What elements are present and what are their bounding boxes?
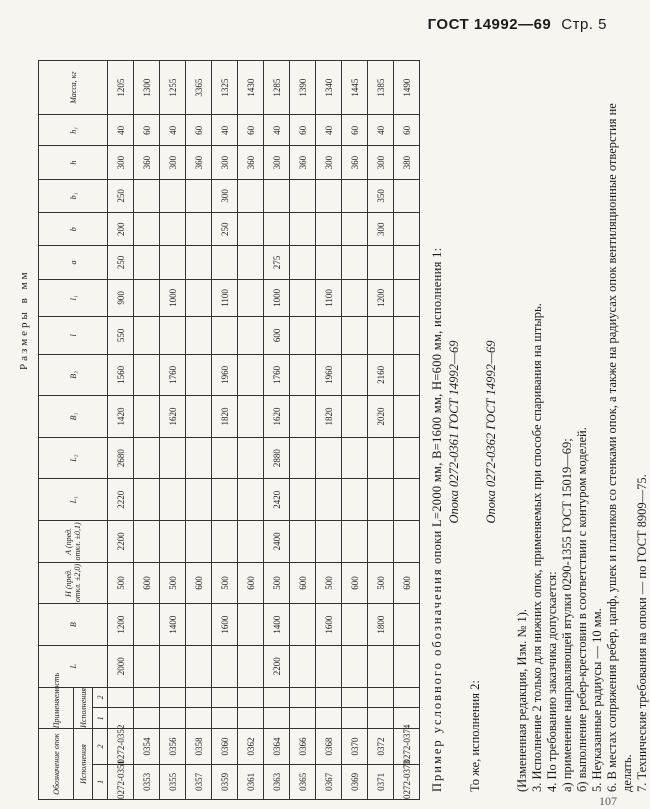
cell-b1 [342, 396, 368, 438]
cell-l [212, 317, 238, 354]
cell-h: 600 [342, 562, 368, 604]
th-h1: h₁ [39, 115, 108, 146]
cell-h: 500 [160, 562, 186, 604]
cell-a1 [238, 708, 264, 729]
cell-h: 600 [238, 562, 264, 604]
cell-b1 [238, 179, 264, 212]
cell-l [186, 317, 212, 354]
cell-a1 [290, 708, 316, 729]
cell-l1 [316, 479, 342, 521]
cell-l [342, 645, 368, 687]
cell-l [186, 645, 212, 687]
cell-a: 2200 [108, 521, 134, 563]
cell-b1 [134, 179, 160, 212]
cell-d1: 0353 [134, 764, 160, 799]
cell-d2: 0272-0374 [394, 729, 420, 764]
cell-d1: 0357 [186, 764, 212, 799]
cell-d2: 0364 [264, 729, 290, 764]
th-B1: B₁ [39, 396, 108, 438]
cell-b: 1400 [264, 604, 290, 646]
cell-b2 [186, 354, 212, 396]
cell-b: 1200 [108, 604, 134, 646]
table-body [108, 61, 420, 800]
cell-b [264, 213, 290, 246]
cell-b1: 350 [368, 179, 394, 212]
cell-b2: 1560 [108, 354, 134, 396]
table-row [394, 61, 420, 800]
cell-d1: 0367 [316, 764, 342, 799]
note-5: 5. Неуказанные радиусы — 10 мм. [590, 608, 604, 792]
cell-h1: 60 [342, 115, 368, 146]
cell-h: 600 [290, 562, 316, 604]
cell-h: 300 [108, 146, 134, 179]
cell-d2: 0272-0352 [108, 729, 134, 764]
th-designation: Обозначение опок [39, 729, 74, 800]
cell-h1: 60 [186, 115, 212, 146]
cell-a [186, 246, 212, 279]
cell-h1: 60 [394, 115, 420, 146]
cell-h: 360 [342, 146, 368, 179]
th-L1: L₁ [39, 479, 108, 521]
cell-b1: 1820 [212, 396, 238, 438]
cell-b [394, 213, 420, 246]
example2-code: Опока 0272-0362 ГОСТ 14992—69 [484, 340, 498, 524]
cell-mass: 1390 [290, 61, 316, 115]
sizes-title: Размеры в мм [18, 269, 30, 370]
th-a2: 2 [93, 687, 108, 708]
cell-a [316, 246, 342, 279]
cell-l2 [342, 437, 368, 479]
cell-h1: 40 [316, 115, 342, 146]
th-a1: 1 [93, 708, 108, 729]
cell-b1 [238, 396, 264, 438]
cell-h1: 60 [134, 115, 160, 146]
note-4a: а) применение направляющей втулки 0290-1355 ГОСТ 15019—69; [560, 438, 574, 792]
cell-a2 [160, 687, 186, 708]
cell-l2 [290, 437, 316, 479]
cell-l1 [212, 479, 238, 521]
cell-b2: 1960 [212, 354, 238, 396]
cell-d2: 0372 [368, 729, 394, 764]
table-row [368, 61, 394, 800]
cell-h: 300 [368, 146, 394, 179]
cell-a1 [342, 708, 368, 729]
cell-a [316, 521, 342, 563]
cell-l1 [238, 479, 264, 521]
cell-l1 [342, 479, 368, 521]
cell-l2 [212, 437, 238, 479]
cell-b2 [342, 354, 368, 396]
cell-b1 [394, 396, 420, 438]
cell-l1 [186, 479, 212, 521]
example-line [430, 72, 445, 792]
cell-l1 [394, 479, 420, 521]
cell-a1 [368, 708, 394, 729]
example-label: Пример условного обозначения [430, 567, 444, 792]
page-header [428, 16, 607, 33]
table-row [160, 61, 186, 800]
th-designation-sub: Исполнения [74, 729, 93, 800]
cell-b [238, 604, 264, 646]
table-row [264, 61, 290, 800]
page-label: Стр. 5 [561, 16, 607, 33]
table-caption-row [10, 60, 38, 800]
th-L: L [39, 645, 108, 687]
table-row [342, 61, 368, 800]
same-label: То же, исполнения 2: [468, 680, 482, 792]
cell-l: 2200 [264, 645, 290, 687]
cell-h1: 40 [160, 115, 186, 146]
cell-b [238, 213, 264, 246]
note-3: 3. Исполнение 2 только для нижних опок, применяемых при способе спаривания на штырь. [530, 303, 544, 792]
cell-a [342, 246, 368, 279]
cell-l: 2000 [108, 645, 134, 687]
cell-d1: 0361 [238, 764, 264, 799]
cell-mass: 1300 [134, 61, 160, 115]
cell-b [342, 604, 368, 646]
cell-a2 [368, 687, 394, 708]
cell-h: 500 [212, 562, 238, 604]
cell-l [160, 317, 186, 354]
cell-b1 [160, 179, 186, 212]
cell-b [134, 604, 160, 646]
cell-l1: 2220 [108, 479, 134, 521]
cell-l [238, 645, 264, 687]
cell-b [290, 604, 316, 646]
cell-l1 [134, 279, 160, 316]
cell-h: 300 [264, 146, 290, 179]
cell-h1: 60 [238, 115, 264, 146]
note-6: 6. В местах сопряжения ребер, цапф, ушек и платиков со стенками опок, а также на радиусах опок вентиляционные отверстия не делать. [605, 103, 634, 792]
note-4: 4. По требованию заказчика допускается: [545, 571, 559, 792]
th-applicability: Применяемость [39, 687, 74, 729]
cell-b [342, 213, 368, 246]
cell-a [134, 246, 160, 279]
cell-h: 300 [212, 146, 238, 179]
cell-l [212, 645, 238, 687]
th-l: l [39, 317, 108, 354]
notes [430, 72, 650, 792]
cell-a2 [108, 687, 134, 708]
cell-mass: 1385 [368, 61, 394, 115]
cell-l1 [290, 279, 316, 316]
cell-a [160, 521, 186, 563]
cell-b1: 2020 [368, 396, 394, 438]
cell-l: 550 [108, 317, 134, 354]
cell-a2 [212, 687, 238, 708]
cell-b2: 1760 [160, 354, 186, 396]
cell-a2 [342, 687, 368, 708]
cell-a: 250 [108, 246, 134, 279]
cell-a: 275 [264, 246, 290, 279]
cell-h: 360 [290, 146, 316, 179]
cell-mass: 1205 [108, 61, 134, 115]
cell-l2 [368, 437, 394, 479]
cell-a2 [290, 687, 316, 708]
cell-h: 600 [394, 562, 420, 604]
cell-b1 [342, 179, 368, 212]
cell-a1 [212, 708, 238, 729]
cell-d2: 0360 [212, 729, 238, 764]
cell-b: 1600 [212, 604, 238, 646]
cell-b [316, 213, 342, 246]
cell-b [186, 213, 212, 246]
th-d1: 1 [93, 764, 108, 799]
cell-h: 380 [394, 146, 420, 179]
cell-l [368, 645, 394, 687]
cell-b1: 300 [212, 179, 238, 212]
cell-l2 [238, 437, 264, 479]
cell-d1: 0359 [212, 764, 238, 799]
table-row [186, 61, 212, 800]
cell-a2 [134, 687, 160, 708]
cell-l1: 2420 [264, 479, 290, 521]
cell-d1: 0371 [368, 764, 394, 799]
th-applicability-sub: Исполнения [74, 687, 93, 729]
rotated-content [10, 60, 649, 800]
page-number: 107 [599, 794, 617, 808]
cell-b: 200 [108, 213, 134, 246]
cell-d2: 0358 [186, 729, 212, 764]
cell-l1 [186, 279, 212, 316]
cell-d1: 0365 [290, 764, 316, 799]
cell-a [290, 246, 316, 279]
cell-d2: 0362 [238, 729, 264, 764]
cell-l [316, 317, 342, 354]
cell-a [394, 521, 420, 563]
th-l1: l₁ [39, 279, 108, 316]
cell-h: 500 [368, 562, 394, 604]
table-row [238, 61, 264, 800]
cell-b [186, 604, 212, 646]
cell-l [342, 317, 368, 354]
cell-a2 [186, 687, 212, 708]
cell-l1: 1200 [368, 279, 394, 316]
amendment-note: (Измененная редакция, Изм. № 1). [515, 609, 529, 792]
cell-h1: 40 [264, 115, 290, 146]
cell-b [394, 604, 420, 646]
cell-l [368, 317, 394, 354]
cell-d1: 0363 [264, 764, 290, 799]
cell-b [160, 213, 186, 246]
cell-b2 [134, 354, 160, 396]
cell-b: 1600 [316, 604, 342, 646]
cell-b1 [290, 179, 316, 212]
cell-l [160, 645, 186, 687]
cell-h: 500 [316, 562, 342, 604]
cell-mass: 1490 [394, 61, 420, 115]
cell-h: 360 [238, 146, 264, 179]
cell-d1: 0355 [160, 764, 186, 799]
table-row [290, 61, 316, 800]
cell-l [394, 317, 420, 354]
th-B2: B₂ [39, 354, 108, 396]
cell-a [368, 521, 394, 563]
cell-d1: 0369 [342, 764, 368, 799]
cell-h: 360 [134, 146, 160, 179]
table-row [108, 61, 134, 800]
cell-a [394, 246, 420, 279]
cell-l [134, 317, 160, 354]
cell-l1 [368, 479, 394, 521]
cell-l1: 900 [108, 279, 134, 316]
cell-l [134, 645, 160, 687]
cell-l1 [134, 479, 160, 521]
cell-b: 1400 [160, 604, 186, 646]
cell-mass: 1340 [316, 61, 342, 115]
cell-h1: 40 [212, 115, 238, 146]
cell-a [134, 521, 160, 563]
th-a: a [39, 246, 108, 279]
cell-l1 [238, 279, 264, 316]
cell-h: 300 [160, 146, 186, 179]
cell-l [290, 645, 316, 687]
cell-l: 600 [264, 317, 290, 354]
cell-d2: 0356 [160, 729, 186, 764]
th-mass: Масса, кг [39, 61, 108, 115]
th-b: b [39, 213, 108, 246]
cell-d1: 0272-0373 [394, 764, 420, 799]
cell-a2 [238, 687, 264, 708]
th-L2: L₂ [39, 437, 108, 479]
cell-l2 [134, 437, 160, 479]
cell-a [212, 521, 238, 563]
cell-h: 500 [264, 562, 290, 604]
cell-b1 [394, 179, 420, 212]
cell-b1: 1620 [160, 396, 186, 438]
cell-a [290, 521, 316, 563]
cell-mass: 1430 [238, 61, 264, 115]
cell-b2: 1760 [264, 354, 290, 396]
cell-l1: 1100 [316, 279, 342, 316]
cell-l2 [316, 437, 342, 479]
cell-l [316, 645, 342, 687]
cell-b1 [316, 179, 342, 212]
cell-mass: 1445 [342, 61, 368, 115]
cell-l1 [160, 479, 186, 521]
cell-h1: 40 [108, 115, 134, 146]
cell-a: 2400 [264, 521, 290, 563]
cell-l1 [394, 279, 420, 316]
cell-l [238, 317, 264, 354]
cell-l2 [186, 437, 212, 479]
cell-d2: 0368 [316, 729, 342, 764]
cell-a [342, 521, 368, 563]
cell-l2: 2880 [264, 437, 290, 479]
cell-a1 [134, 708, 160, 729]
note-4b: б) выполнение ребер-крестовин в соответствии с контуром моделей. [575, 427, 589, 792]
cell-a1 [316, 708, 342, 729]
cell-a2 [264, 687, 290, 708]
th-H: H (пред. откл. ±2,0) [39, 562, 108, 604]
cell-b1 [186, 179, 212, 212]
cell-mass: 1255 [160, 61, 186, 115]
cell-d1: 0272-0351 [108, 764, 134, 799]
cell-b2: 2160 [368, 354, 394, 396]
cell-h: 500 [108, 562, 134, 604]
cell-a [238, 521, 264, 563]
note-7: 7. Технические требования на опоки — по ГОСТ 8909—75. [635, 474, 649, 792]
cell-d2: 0370 [342, 729, 368, 764]
cell-l1 [342, 279, 368, 316]
cell-b1 [290, 396, 316, 438]
cell-a2 [394, 687, 420, 708]
th-A: A (пред. откл. ±0,1) [39, 521, 108, 563]
cell-d2: 0354 [134, 729, 160, 764]
cell-mass: 1325 [212, 61, 238, 115]
cell-l1: 1100 [212, 279, 238, 316]
cell-a [368, 246, 394, 279]
cell-a [186, 521, 212, 563]
cell-h: 300 [316, 146, 342, 179]
cell-mass: 1285 [264, 61, 290, 115]
table-row [212, 61, 238, 800]
cell-a [212, 246, 238, 279]
cell-b: 1800 [368, 604, 394, 646]
cell-b1 [134, 396, 160, 438]
cell-h: 600 [134, 562, 160, 604]
cell-b2: 1960 [316, 354, 342, 396]
cell-b2 [394, 354, 420, 396]
cell-b [290, 213, 316, 246]
example-text: опоки L=2000 мм, B=1600 мм, H=600 мм, исполнения 1: [430, 247, 444, 564]
cell-h: 360 [186, 146, 212, 179]
cell-l2 [160, 437, 186, 479]
table-row [134, 61, 160, 800]
cell-b1 [186, 396, 212, 438]
cell-a1 [160, 708, 186, 729]
th-b1: b₁ [39, 179, 108, 212]
cell-b2 [290, 354, 316, 396]
cell-l [290, 317, 316, 354]
cell-h: 600 [186, 562, 212, 604]
cell-b: 250 [212, 213, 238, 246]
cell-a [160, 246, 186, 279]
cell-b1: 1620 [264, 396, 290, 438]
cell-b1: 250 [108, 179, 134, 212]
cell-b [134, 213, 160, 246]
cell-d2: 0366 [290, 729, 316, 764]
cell-l1 [290, 479, 316, 521]
th-h: h [39, 146, 108, 179]
cell-a [238, 246, 264, 279]
th-d2: 2 [93, 729, 108, 764]
cell-l1: 1000 [264, 279, 290, 316]
example1-code: Опока 0272-0361 ГОСТ 14992—69 [447, 340, 461, 524]
cell-a2 [316, 687, 342, 708]
table-row [316, 61, 342, 800]
cell-b1: 1820 [316, 396, 342, 438]
cell-b: 300 [368, 213, 394, 246]
th-B: B [39, 604, 108, 646]
doc-code: ГОСТ 14992—69 [427, 16, 552, 33]
cell-l1: 1000 [160, 279, 186, 316]
cell-b2 [238, 354, 264, 396]
cell-a1 [186, 708, 212, 729]
cell-h1: 60 [290, 115, 316, 146]
cell-l2 [394, 437, 420, 479]
cell-h1: 40 [368, 115, 394, 146]
cell-b1: 1420 [108, 396, 134, 438]
cell-b1 [264, 179, 290, 212]
dimensions-table [38, 60, 420, 800]
cell-mass: 3365 [186, 61, 212, 115]
cell-a1 [264, 708, 290, 729]
cell-l2: 2680 [108, 437, 134, 479]
cell-l [394, 645, 420, 687]
